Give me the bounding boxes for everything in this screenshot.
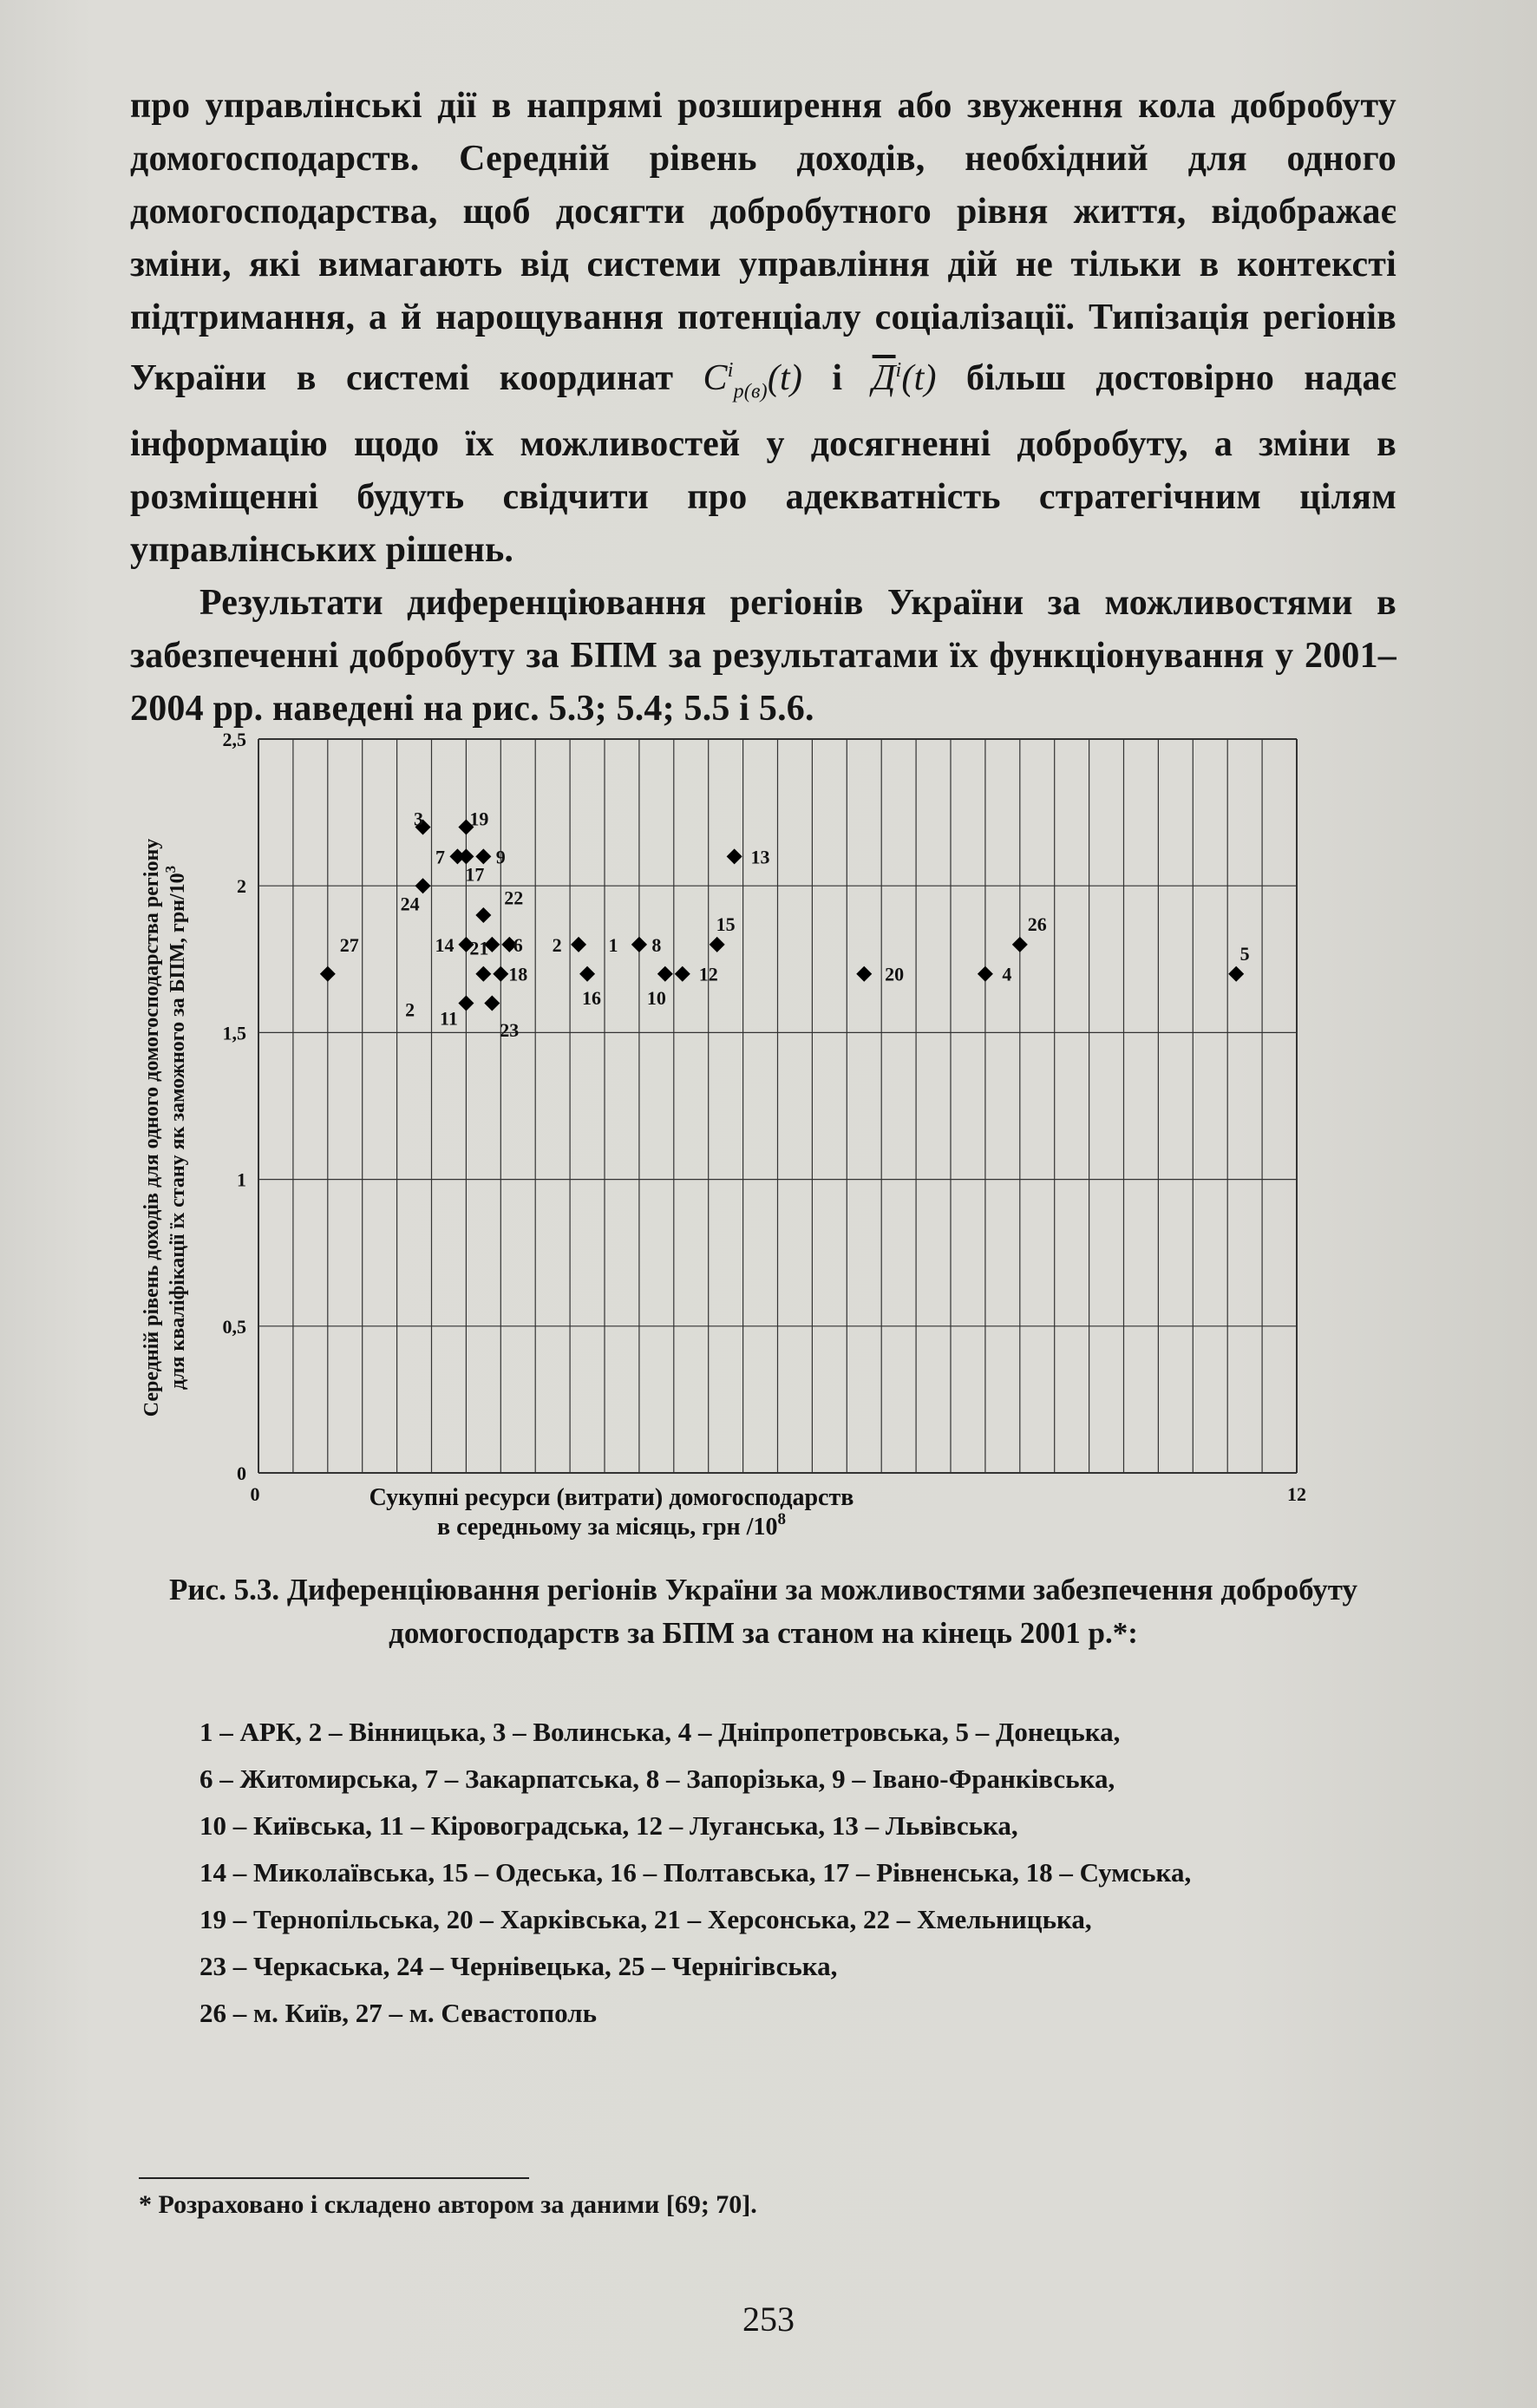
x-axis-label-line1: Сукупні ресурси (витрати) домогосподарств <box>369 1484 854 1511</box>
data-point-8 <box>631 937 647 952</box>
legend-line: 23 – Черкаська, 24 – Чернівецька, 25 – Чернігівська, <box>199 1951 838 1981</box>
data-points <box>320 820 1244 1011</box>
data-point-2 <box>571 937 586 952</box>
conjunction: і <box>832 358 843 398</box>
caption-label: Рис. 5.3. <box>169 1573 280 1606</box>
data-point-12 <box>675 966 690 982</box>
data-point-24 <box>415 878 431 893</box>
point-label: 21 <box>469 937 489 959</box>
paragraph-1-part-b: більш достовірно надає інформацію щодо їх можливостей у досягненні добробуту, а зміни в розміщенні будуть свідчити про адекватність стратегічним цілям управлінських рішень. <box>130 358 1397 571</box>
point-label: 9 <box>495 846 506 868</box>
symbol-d: $Д^i(t)$ <box>872 358 937 398</box>
data-point-23 <box>484 996 500 1011</box>
paragraph-1 <box>130 80 1396 577</box>
point-label: 20 <box>885 963 905 985</box>
x-axis-label-line2: в середньому за місяць, грн $/10^8$ <box>437 1510 786 1541</box>
page-number: 253 <box>742 2300 795 2339</box>
point-label: 17 <box>465 863 485 886</box>
paragraph-1-part-a: про управлінські дії в напрямі розширення або звуження кола добробуту домогосподарств. Середній рівень доходів, необхідний для одного домогосподарства, щоб досягти добробутного рівня життя, відображає зміни, які вимагають від системи управління дій не тільки в контексті підтримання, а й нарощування потенціалу соціалізації. Типізація регіонів України в системі координат <box>130 86 1396 398</box>
data-point-18 <box>493 966 508 982</box>
point-label: 16 <box>582 986 602 1009</box>
legend-line: 14 – Миколаївська, 15 – Одеська, 16 – Полтавська, 17 – Рівненська, 18 – Сумська, <box>199 1857 1192 1888</box>
data-point-22 <box>475 907 491 923</box>
svg-text:для кваліфікації їх стану як з: для кваліфікації їх стану як заможного за БПМ, грн/$10^3$ <box>162 865 189 1390</box>
data-point-20 <box>856 966 872 982</box>
y-tick-label: 2,5 <box>222 729 246 750</box>
x-tick-label: 12 <box>1287 1483 1306 1505</box>
y-tick-label: 1,5 <box>222 1022 246 1044</box>
point-label: 26 <box>1027 913 1047 936</box>
point-labels <box>340 808 1250 1041</box>
data-point-27 <box>320 966 336 982</box>
legend-line: 19 – Тернопільська, 20 – Харківська, 21 – Херсонська, 22 – Хмельницька, <box>199 1904 1092 1934</box>
point-label: 24 <box>400 893 420 915</box>
point-label: 1 <box>608 933 618 956</box>
data-point-10 <box>657 966 673 982</box>
footnote-divider <box>139 2177 529 2179</box>
data-point-16 <box>579 966 595 982</box>
data-point-4 <box>978 966 993 982</box>
region-legend <box>199 1709 1414 2037</box>
data-point-15 <box>710 937 725 952</box>
point-label: 6 <box>513 933 523 956</box>
legend-line: 26 – м. Київ, 27 – м. Севастополь <box>199 1998 598 2028</box>
legend-line: 6 – Житомирська, 7 – Закарпатська, 8 – Запорізька, 9 – Івано-Франківська, <box>199 1763 1115 1794</box>
body-text <box>130 80 1396 736</box>
point-label: 14 <box>435 933 455 956</box>
point-label: 2 <box>405 998 415 1021</box>
point-label: 13 <box>750 846 770 868</box>
point-label: 8 <box>651 933 662 956</box>
point-label: 19 <box>469 808 489 830</box>
point-label: 12 <box>698 963 718 985</box>
point-label: 3 <box>414 808 424 830</box>
point-label: 2 <box>552 933 562 956</box>
chart-grid <box>258 739 1297 1473</box>
y-tick-label: 2 <box>237 875 246 898</box>
point-label: 23 <box>500 1019 520 1042</box>
symbol-c: $C^i_{p(в)}(t)$ <box>703 358 803 403</box>
y-tick-label: 1 <box>237 1168 246 1191</box>
data-point-21 <box>475 966 491 982</box>
point-label: 27 <box>339 933 359 956</box>
y-axis-label <box>141 839 189 1417</box>
svg-text:Середній рівень доходів для од: Середній рівень доходів для одного домогосподарства регіону <box>141 838 163 1417</box>
data-point-26 <box>1012 937 1028 952</box>
point-label: 11 <box>440 1007 458 1030</box>
point-label: 15 <box>716 913 736 936</box>
point-label: 18 <box>508 963 528 985</box>
y-tick-label: 0,5 <box>222 1315 246 1338</box>
point-label: 7 <box>435 846 445 868</box>
data-point-5 <box>1228 966 1244 982</box>
point-label: 10 <box>646 986 666 1009</box>
y-tick-labels <box>223 729 247 1484</box>
scatter-chart <box>130 720 1362 1553</box>
caption-text: Диференціювання регіонів України за можливостями забезпечення добробуту домогосподарств за БПМ за станом на кінець 2001 р.*: <box>286 1573 1357 1650</box>
legend-line: 1 – АРК, 2 – Вінницька, 3 – Волинська, 4 – Дніпропетровська, 5 – Донецька, <box>199 1717 1121 1747</box>
x-tick-label: 0 <box>250 1483 260 1505</box>
figure-caption <box>130 1568 1396 1655</box>
point-label: 5 <box>1239 943 1250 965</box>
point-label: 4 <box>1002 963 1012 985</box>
y-tick-label: 0 <box>237 1462 246 1484</box>
legend-line: 10 – Київська, 11 – Кіровоградська, 12 – Луганська, 13 – Львівська, <box>199 1810 1018 1841</box>
data-point-11 <box>458 996 474 1011</box>
data-point-9 <box>475 848 491 864</box>
data-point-13 <box>727 848 742 864</box>
paragraph-2: Результати диференціювання регіонів України за можливостями в забезпеченні добробуту за БПМ за результатами їх функціонування у 2001–2004 рр. наведені на рис. 5.3; 5.4; 5.5 і 5.6. <box>130 583 1396 730</box>
data-point-17 <box>458 848 474 864</box>
footnote: * Розраховано і складено автором за даними [69; 70]. <box>139 2190 757 2219</box>
point-label: 22 <box>504 887 524 909</box>
